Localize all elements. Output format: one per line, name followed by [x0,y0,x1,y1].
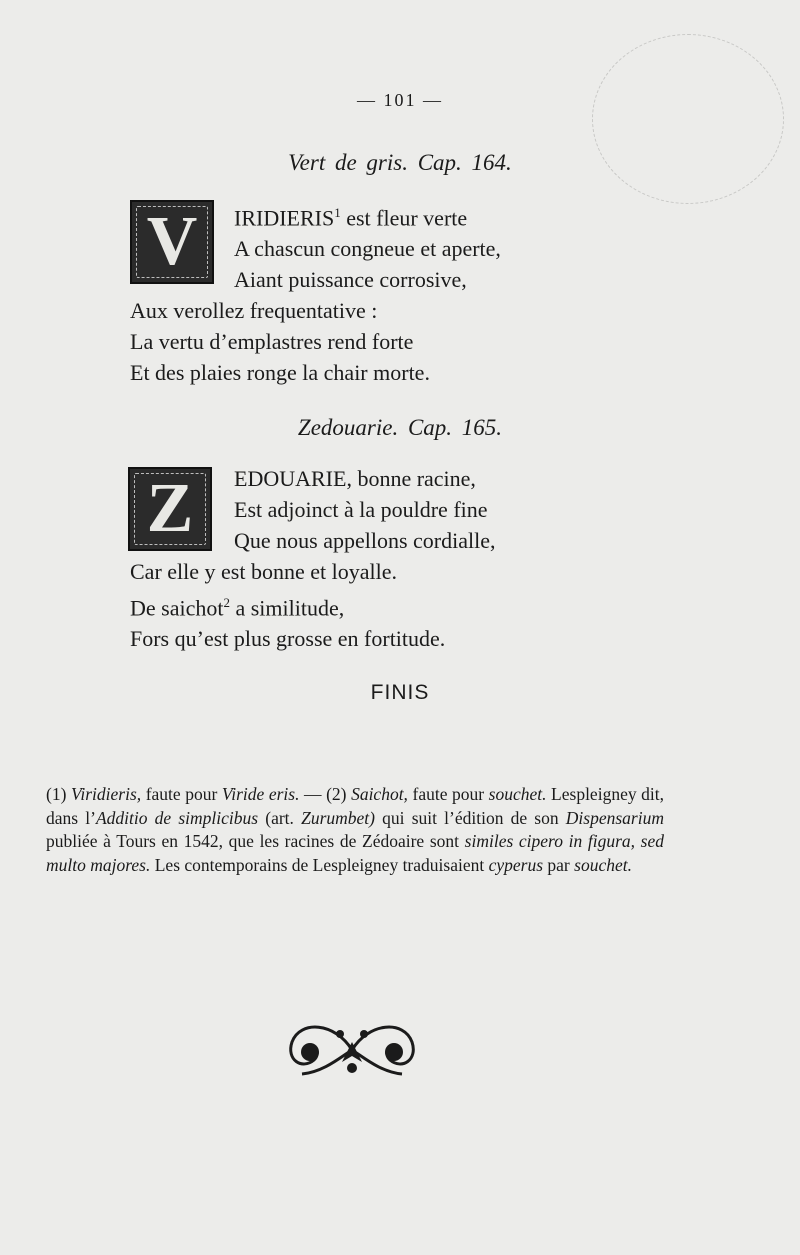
page-number: — 101 — [357,90,443,110]
verse-line: Fors qu’est plus grosse en fortitude. [130,626,446,652]
verse-line: Car elle y est bonne et loyalle. [130,559,397,584]
verse-line: La vertu d’emplastres rend forte [130,329,414,355]
library-stamp [592,34,784,204]
finis-heading: FINIS [370,681,430,704]
footnote-1: (1) Viridieris, faute pour Viride eris. [46,784,300,804]
verse-line: Est adjoinct à la pouldre fine [234,497,488,522]
verse-line: A chascun congneue et aperte, [234,236,501,262]
verse-line: De saichot$^2$ a similitude, [130,595,345,621]
tailpiece-ornament-icon [280,1012,425,1084]
drop-cap-letter: V [146,203,198,280]
footnote-2: (2) Saichot, faute pour souchet. Lespleigney dit, dans l’Additio de simplicibus (art. Zurumbet) qui suit l’édition de son Dispensarium publiée à Tours en 1542, que les racines de Zédoaire sont similes cipero in figura, sed multo majores. Les contemporains de Lespleigney traduisaient cyperus par souchet. [46,784,664,875]
verse-line: Aux verollez frequentative : [130,298,378,324]
drop-cap-letter: Z [146,470,194,547]
verse-line: Aiant puissance corrosive, [234,267,467,293]
verse-line: Et des plaies ronge la chair morte. [130,360,430,386]
stanza-zedouarie [130,463,496,654]
verse-line: EDOUARIE, bonne racine, [234,466,476,491]
verse-line: Que nous appellons cordialle, [234,528,496,553]
note-ref-2: 2 [223,595,230,610]
verse-line: IRIDIERIS$^1$ est fleur verte [234,205,468,231]
section-title-vert-de-gris: Vert de gris. Cap. 164. [288,150,512,175]
note-ref-1: 1 [334,205,341,220]
section-title-zedouarie: Zedouarie. Cap. 165. [297,415,503,440]
footnotes: (1) Viridieris, faute pour Viride eris. — (2) Saichot, faute pour souchet. Lespleigney dit, dans l’Additio de simplicibus (art. Zurumbet) qui suit l’édition de son Dispensarium publiée à Tours en 1542, que les racines de Zédoaire sont similes cipero in figura, sed multo majores. Les contemporains de Lespleigney traduisaient cyperus par souchet. [46,784,664,875]
stanza-vert-de-gris [130,197,501,388]
